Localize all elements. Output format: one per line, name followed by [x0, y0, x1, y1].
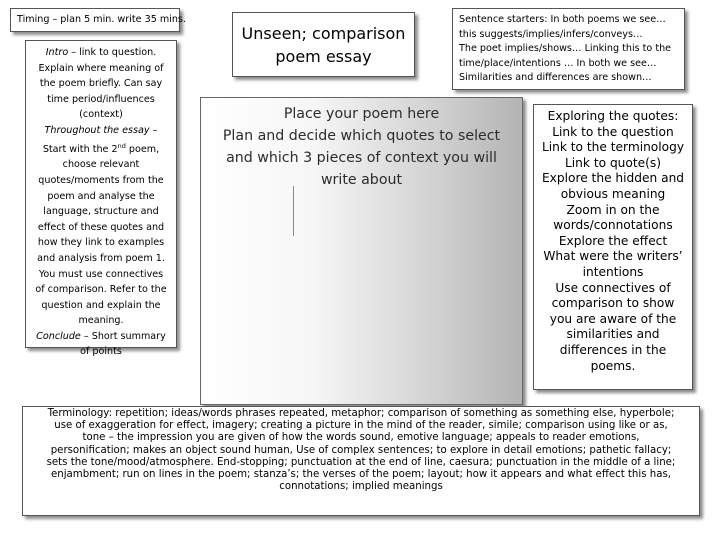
exploring-quotes-box	[533, 104, 693, 390]
conclude-label: Conclude	[36, 330, 81, 342]
placeholder-line: and which 3 pieces of context you will	[226, 150, 497, 166]
body-line: effect of these quotes and	[37, 221, 165, 233]
intro-line: time period/influences	[47, 93, 155, 105]
exploring-line: Link to the question	[552, 124, 674, 139]
timing-text: Timing – plan 5 min. write 35 mins.	[17, 14, 186, 25]
exploring-line: Link to the terminology	[541, 140, 685, 155]
intro-line: the poem briefly. Can say	[39, 78, 163, 90]
body-line: and analysis from poem 1.	[37, 252, 165, 264]
exploring-line: Link to quote(s)	[565, 155, 661, 170]
intro-line	[26, 45, 176, 61]
intro-text: – link to question.	[68, 47, 157, 58]
ordinal-suffix: nd	[117, 141, 126, 150]
body-line: of comparison. Refer to the	[35, 284, 167, 296]
exploring-line: obvious meaning	[560, 186, 666, 201]
starter-text: In both poems we see…	[547, 14, 666, 25]
conclude-text: – Short summary	[80, 330, 166, 342]
conclude-line-2: of points	[80, 346, 122, 358]
terminology-line: personification; makes an object sound human, Use of complex sentences; to explore in detail emotions; pathetic fallacy;	[50, 444, 672, 456]
placeholder-line: Plan and decide which quotes to select	[222, 128, 501, 144]
exploring-line: Explore the hidden and	[541, 171, 685, 186]
poem-placeholder-area[interactable]	[200, 97, 523, 405]
exploring-line: Exploring the quotes:	[547, 109, 679, 123]
placeholder-line: Place your poem here	[283, 106, 440, 122]
terminology-line: Terminology: repetition; ideas/words phrases repeated, metaphor; comparison of something as something else, hyperbole;	[47, 408, 675, 419]
starter-line: The poet implies/shows… Linking this to the	[459, 43, 672, 55]
page-title-line: poem essay	[275, 47, 372, 66]
exploring-line: intentions	[582, 264, 644, 279]
terminology-line: tone – the impression you are given of how the words sound, emotive language; appeals to reader emotions,	[82, 432, 640, 444]
body-line: choose relevant	[62, 159, 140, 171]
terminology-line: sets the tone/mood/atmosphere. End-stopping; punctuation at the end of line, caesura; punctuation in the middle of a line;	[46, 456, 676, 468]
body-line: quotes/moments from the	[38, 174, 164, 186]
body-line: question and explain the	[41, 299, 161, 311]
throughout-dash: –	[149, 124, 158, 136]
start-end: poem,	[125, 143, 160, 155]
intro-line: (context)	[79, 109, 123, 121]
exploring-line: poems.	[590, 358, 636, 373]
exploring-line: Explore the effect	[558, 233, 668, 248]
exploring-line: you are aware of the	[549, 311, 677, 326]
terminology-line: use of exaggeration for effect, imagery; creating a picture in the mind of the reader, simile; comparison using like or as,	[54, 420, 668, 432]
exploring-line: What were the writers’	[543, 249, 683, 264]
exploring-line: differences in the	[559, 342, 667, 357]
sentence-starters-box	[452, 8, 685, 90]
terminology-box	[22, 406, 700, 516]
body-line: meaning.	[78, 315, 124, 327]
intro-line: Explain where meaning of	[38, 62, 164, 74]
exploring-line: Zoom in on the	[566, 202, 660, 217]
starter-line: this suggests/implies/infers/conveys…	[459, 28, 643, 40]
intro-label: Intro	[45, 47, 69, 58]
exploring-line: similarities and	[566, 327, 660, 342]
terminology-line: connotations; implied meanings	[279, 481, 443, 493]
body-line: poem and analyse the	[47, 190, 155, 202]
placeholder-line: write about	[320, 172, 403, 188]
exploring-line: words/connotations	[553, 218, 673, 233]
starters-label: Sentence starters:	[459, 14, 548, 25]
start-line	[26, 139, 176, 158]
page-title-line: Unseen; comparison	[241, 24, 406, 43]
body-line: how they link to examples	[37, 237, 165, 249]
essay-structure-box	[25, 40, 177, 358]
starter-line: Similarities and differences are shown…	[459, 72, 652, 84]
throughout-label: Throughout the essay	[44, 124, 150, 136]
text-cursor	[293, 186, 294, 236]
throughout-line	[26, 123, 176, 139]
terminology-line: enjambment; run on lines in the poem; stanza’s; the verses of the poem; layout; how it appears and what effect this has,	[50, 469, 672, 481]
conclude-line	[26, 329, 176, 345]
exploring-line: comparison to show	[551, 296, 675, 311]
page-title-box	[232, 12, 415, 77]
exploring-line: Use connectives of	[555, 280, 671, 295]
body-line: You must use connectives	[38, 268, 164, 280]
start-text: Start with the 2	[42, 143, 118, 155]
body-line: language, structure and	[43, 206, 159, 218]
starter-line: time/place/intentions … In both we see…	[459, 57, 657, 69]
timing-box	[10, 8, 186, 32]
starter-line	[459, 13, 684, 28]
